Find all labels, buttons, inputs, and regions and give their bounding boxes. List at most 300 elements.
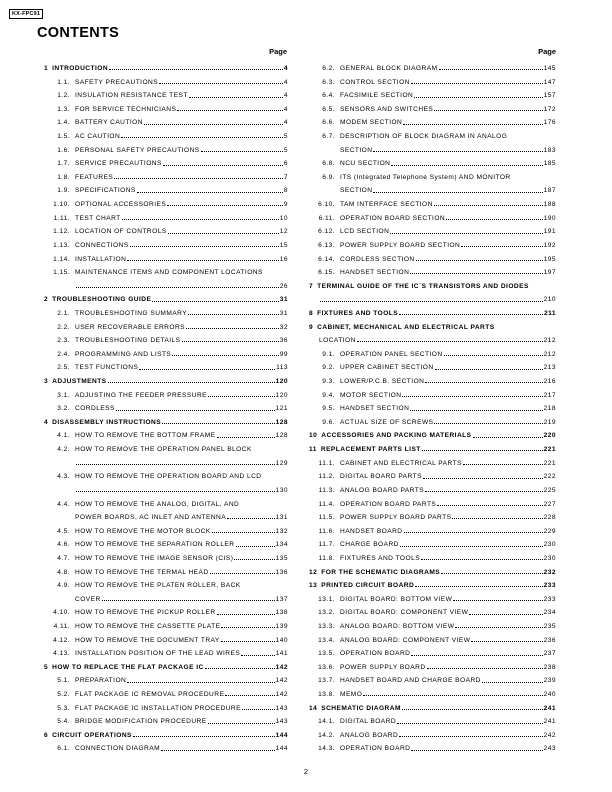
toc-entry-title: INSTALLATION POSITION OF THE LEAD WIRES bbox=[75, 650, 241, 658]
toc-entry-title: USER RECOVERABLE ERRORS bbox=[75, 323, 186, 331]
dot-leader bbox=[121, 137, 283, 138]
toc-entry-number: 9.3. bbox=[322, 378, 335, 386]
toc-entry-page: 232 bbox=[543, 568, 556, 576]
toc-entry-page: 187 bbox=[543, 187, 556, 195]
toc-entry[interactable] bbox=[309, 511, 556, 525]
dot-leader bbox=[435, 369, 543, 370]
toc-entry[interactable] bbox=[44, 674, 288, 688]
toc-entry[interactable] bbox=[309, 293, 556, 307]
toc-entry[interactable] bbox=[309, 239, 556, 253]
toc-entry-number: 1.11. bbox=[53, 214, 70, 222]
toc-entry[interactable] bbox=[44, 307, 288, 321]
toc-entry[interactable] bbox=[309, 579, 556, 593]
toc-entry[interactable] bbox=[309, 184, 556, 198]
toc-entry-page: 121 bbox=[275, 405, 288, 413]
toc-entry-number: 9.1. bbox=[322, 350, 335, 358]
toc-entry-page: 213 bbox=[543, 364, 556, 372]
toc-entry-page: 128 bbox=[275, 418, 288, 426]
dot-leader bbox=[411, 750, 542, 751]
toc-entry[interactable] bbox=[44, 511, 288, 525]
toc-right-column bbox=[309, 62, 556, 756]
toc-entry-page: 195 bbox=[543, 255, 556, 263]
toc-entry-number: 1.7. bbox=[57, 160, 70, 168]
toc-entry-number: 6.15. bbox=[318, 269, 335, 277]
toc-entry-number: 11.7. bbox=[318, 541, 335, 549]
toc-entry-title: FACSIMILE SECTION bbox=[340, 92, 414, 100]
dot-leader bbox=[402, 396, 542, 397]
toc-entry-number: 14.2. bbox=[318, 731, 335, 739]
toc-entry-number: 5.4. bbox=[57, 718, 70, 726]
toc-entry-number: 6.8. bbox=[322, 160, 335, 168]
toc-entry[interactable] bbox=[44, 157, 288, 171]
dot-leader bbox=[446, 219, 543, 220]
dot-leader bbox=[414, 97, 542, 98]
toc-entry-number: 6.2. bbox=[322, 65, 335, 72]
toc-entry-number: 1.10. bbox=[53, 201, 70, 209]
toc-entry-number: 11.8. bbox=[318, 554, 335, 562]
toc-entry[interactable] bbox=[309, 280, 556, 294]
dot-leader bbox=[116, 410, 275, 411]
toc-entry[interactable] bbox=[309, 130, 556, 144]
toc-entry-number: 13.8. bbox=[318, 691, 335, 699]
toc-entry-page: 4 bbox=[283, 78, 288, 86]
toc-entry[interactable] bbox=[44, 348, 288, 362]
toc-entry[interactable] bbox=[44, 634, 288, 648]
toc-entry[interactable] bbox=[309, 144, 556, 158]
dot-leader bbox=[208, 723, 275, 724]
dot-leader bbox=[76, 491, 275, 492]
toc-entry[interactable] bbox=[309, 416, 556, 430]
toc-entry-title: LOWER/P.C.B. SECTION bbox=[340, 378, 425, 386]
toc-entry-page: 5 bbox=[283, 146, 288, 154]
toc-entry-number: 4.1. bbox=[57, 432, 70, 440]
toc-entry-number: 1.5. bbox=[57, 133, 70, 141]
toc-entry-number: 4.4. bbox=[57, 500, 70, 508]
page-number: 2 bbox=[303, 767, 309, 776]
toc-entry-number: 4.10. bbox=[53, 609, 70, 617]
toc-entry[interactable] bbox=[309, 62, 556, 76]
dot-leader bbox=[373, 151, 542, 152]
toc-entry[interactable] bbox=[309, 715, 556, 729]
toc-entry-page: 4 bbox=[283, 92, 288, 100]
toc-entry-number: 4 bbox=[44, 418, 49, 426]
toc-entry[interactable] bbox=[44, 470, 288, 484]
toc-entry-number: 6.14. bbox=[318, 255, 335, 263]
toc-entry-page: 212 bbox=[543, 350, 556, 358]
toc-entry[interactable] bbox=[309, 402, 556, 416]
toc-entry[interactable] bbox=[44, 130, 288, 144]
toc-entry-page: 147 bbox=[543, 78, 556, 86]
toc-entry-title: UPPER CABINET SECTION bbox=[340, 364, 434, 372]
toc-entry-number: 1.14. bbox=[53, 255, 70, 263]
toc-entry-page: 4 bbox=[283, 65, 288, 72]
toc-entry-title: PREPARATION bbox=[75, 677, 127, 685]
toc-entry-number: 2.3. bbox=[57, 337, 70, 345]
toc-entry-page: 135 bbox=[275, 554, 288, 562]
toc-entry[interactable] bbox=[309, 389, 556, 403]
toc-entry-page: 183 bbox=[543, 146, 556, 154]
toc-entry-title: SERVICE PRECAUTIONS bbox=[75, 160, 162, 168]
toc-entry-page: 227 bbox=[543, 500, 556, 508]
toc-entry-title: MOTOR SECTION bbox=[340, 391, 402, 399]
toc-entry[interactable] bbox=[44, 402, 288, 416]
dot-leader bbox=[109, 69, 283, 70]
toc-entry[interactable] bbox=[44, 280, 288, 294]
dot-leader bbox=[425, 382, 542, 383]
toc-entry-title: INTRODUCTION bbox=[52, 65, 109, 72]
toc-entry-title: SPECIFICATIONS bbox=[75, 187, 136, 195]
toc-entry[interactable] bbox=[44, 620, 288, 634]
toc-entry-title: NCU SECTION bbox=[340, 160, 391, 168]
toc-entry-title: DESCRIPTION OF BLOCK DIAGRAM IN ANALOG bbox=[340, 133, 508, 141]
toc-entry[interactable] bbox=[44, 334, 288, 348]
toc-entry-number: 13.3. bbox=[318, 622, 335, 630]
toc-entry-title: TAM INTERFACE SECTION bbox=[340, 201, 433, 209]
toc-entry[interactable] bbox=[44, 361, 288, 375]
toc-entry[interactable] bbox=[309, 647, 556, 661]
toc-entry[interactable] bbox=[309, 348, 556, 362]
toc-entry-page: 15 bbox=[279, 241, 288, 249]
toc-entry-number: 1 bbox=[44, 65, 49, 72]
toc-entry[interactable] bbox=[309, 116, 556, 130]
toc-entry[interactable] bbox=[309, 212, 556, 226]
toc-entry-number: 6.4. bbox=[322, 92, 335, 100]
toc-entry-page: 190 bbox=[543, 214, 556, 222]
dot-leader bbox=[402, 709, 543, 710]
toc-entry-page: 188 bbox=[543, 201, 556, 209]
toc-entry-title: ACCESSORIES AND PACKING MATERIALS bbox=[321, 432, 472, 440]
toc-entry-page: 4 bbox=[283, 119, 288, 127]
toc-entry[interactable] bbox=[309, 702, 556, 716]
dot-leader bbox=[453, 600, 542, 601]
toc-entry-page: 134 bbox=[275, 541, 288, 549]
toc-entry-page: 142 bbox=[275, 691, 288, 699]
toc-entry-number: 4.12. bbox=[53, 636, 70, 644]
toc-entry[interactable] bbox=[44, 593, 288, 607]
dot-leader bbox=[410, 410, 542, 411]
toc-entry-title: HOW TO REPLACE THE FLAT PACKAGE IC bbox=[52, 663, 204, 671]
dot-leader bbox=[208, 396, 275, 397]
dot-leader bbox=[189, 97, 283, 98]
toc-entry-number: 11.3. bbox=[318, 486, 335, 494]
toc-entry-title: POWER SUPPLY BOARD bbox=[340, 663, 426, 671]
toc-entry-title: TROUBLESHOOTING DETAILS bbox=[75, 337, 181, 345]
toc-entry[interactable] bbox=[309, 157, 556, 171]
toc-entry-number: 2.5. bbox=[57, 364, 70, 372]
toc-entry[interactable] bbox=[44, 443, 288, 457]
toc-entry[interactable] bbox=[44, 198, 288, 212]
toc-entry-title: ADJUSTMENTS bbox=[52, 378, 107, 386]
dot-leader bbox=[399, 736, 542, 737]
toc-entry-title: BRIDGE MODIFICATION PROCEDURE bbox=[75, 718, 207, 726]
toc-entry[interactable] bbox=[44, 116, 288, 130]
toc-entry[interactable] bbox=[44, 76, 288, 90]
dot-leader bbox=[434, 423, 542, 424]
toc-entry-page: 144 bbox=[275, 731, 288, 739]
dot-leader bbox=[217, 437, 275, 438]
toc-entry[interactable] bbox=[44, 321, 288, 335]
toc-entry-title: PRINTED CIRCUIT BOARD bbox=[321, 582, 415, 590]
toc-entry[interactable] bbox=[44, 715, 288, 729]
toc-entry-page: 216 bbox=[543, 378, 556, 386]
dot-leader bbox=[400, 546, 543, 547]
toc-entry[interactable] bbox=[44, 253, 288, 267]
toc-entry-title: DIGITAL BOARD bbox=[340, 718, 397, 726]
toc-entry[interactable] bbox=[44, 457, 288, 471]
toc-entry[interactable] bbox=[309, 634, 556, 648]
toc-entry[interactable] bbox=[309, 103, 556, 117]
toc-entry-title: OPTIONAL ACCESSORIES bbox=[75, 201, 167, 209]
toc-entry-number: 1.15. bbox=[53, 269, 70, 277]
toc-entry[interactable] bbox=[309, 361, 556, 375]
toc-entry-title: HOW TO REMOVE THE CASSETTE PLATE bbox=[75, 622, 221, 630]
toc-entry-page: 236 bbox=[543, 636, 556, 644]
toc-entry-title: ANALOG BOARD: COMPONENT VIEW bbox=[340, 636, 471, 644]
toc-entry-number: 9.4. bbox=[322, 391, 335, 399]
toc-entry[interactable] bbox=[309, 620, 556, 634]
toc-entry[interactable] bbox=[309, 225, 556, 239]
toc-entry-page: 234 bbox=[543, 609, 556, 617]
toc-entry-page: 6 bbox=[283, 160, 288, 168]
toc-entry[interactable] bbox=[44, 389, 288, 403]
toc-entry[interactable] bbox=[44, 661, 288, 675]
toc-entry-page: 32 bbox=[279, 323, 288, 331]
toc-entry-title: ACTUAL SIZE OF SCREWS bbox=[340, 418, 434, 426]
toc-entry-title: ANALOG BOARD PARTS bbox=[340, 486, 425, 494]
toc-entry[interactable] bbox=[44, 375, 288, 389]
dot-leader bbox=[415, 586, 542, 587]
toc-entry-number: 11.2. bbox=[318, 473, 335, 481]
toc-entry[interactable] bbox=[309, 729, 556, 743]
toc-entry[interactable] bbox=[44, 212, 288, 226]
toc-entry-page: 233 bbox=[543, 595, 556, 603]
toc-entry-page: 138 bbox=[275, 609, 288, 617]
toc-entry-title: SCHEMATIC DIAGRAM bbox=[321, 704, 401, 712]
toc-entry[interactable] bbox=[44, 606, 288, 620]
toc-entry-number: 4.9. bbox=[57, 582, 70, 590]
toc-entry[interactable] bbox=[309, 457, 556, 471]
toc-entry[interactable] bbox=[309, 742, 556, 756]
toc-entry-title: DIGITAL BOARD: BOTTOM VIEW bbox=[340, 595, 453, 603]
toc-entry-page: 211 bbox=[544, 309, 556, 317]
toc-entry[interactable] bbox=[44, 525, 288, 539]
toc-entry[interactable] bbox=[44, 416, 288, 430]
toc-entry-title: SECTION bbox=[340, 187, 373, 195]
toc-entry-page: 191 bbox=[543, 228, 556, 236]
toc-entry-number: 6.5. bbox=[322, 105, 335, 113]
toc-entry[interactable] bbox=[44, 293, 288, 307]
toc-entry[interactable] bbox=[309, 593, 556, 607]
toc-entry-title: HOW TO REMOVE THE PICKUP ROLLER bbox=[75, 609, 216, 617]
toc-entry[interactable] bbox=[44, 498, 288, 512]
toc-entry-number: 1.6. bbox=[57, 146, 70, 154]
toc-entry[interactable] bbox=[309, 321, 556, 335]
toc-entry[interactable] bbox=[309, 89, 556, 103]
dot-leader bbox=[201, 151, 283, 152]
toc-entry[interactable] bbox=[309, 552, 556, 566]
toc-entry[interactable] bbox=[309, 606, 556, 620]
toc-entry-page: 240 bbox=[543, 691, 556, 699]
toc-entry-number: 5.2. bbox=[57, 691, 70, 699]
toc-entry[interactable] bbox=[309, 253, 556, 267]
toc-entry[interactable] bbox=[44, 484, 288, 498]
dot-leader bbox=[186, 328, 279, 329]
toc-entry-page: 192 bbox=[543, 241, 556, 249]
toc-entry-title: FIXTURES AND TOOLS bbox=[317, 309, 399, 317]
toc-entry[interactable] bbox=[44, 552, 288, 566]
toc-entry[interactable] bbox=[309, 525, 556, 539]
toc-entry[interactable] bbox=[309, 688, 556, 702]
toc-entry-page: 238 bbox=[543, 663, 556, 671]
dot-leader bbox=[225, 695, 274, 696]
dot-leader bbox=[391, 165, 542, 166]
toc-entry[interactable] bbox=[309, 674, 556, 688]
toc-entry-title: ITS (Integrated Telephone System) AND MONITOR bbox=[340, 173, 511, 181]
toc-entry-number: 13.4. bbox=[318, 636, 335, 644]
toc-entry[interactable] bbox=[309, 266, 556, 280]
toc-entry-page: 241 bbox=[543, 704, 556, 712]
toc-entry-title: FLAT PACKAGE IC REMOVAL PROCEDURE bbox=[75, 691, 225, 699]
dot-leader bbox=[455, 627, 542, 628]
toc-entry-number: 2.2. bbox=[57, 323, 70, 331]
toc-entry[interactable] bbox=[44, 225, 288, 239]
toc-entry-number: 13.5. bbox=[318, 650, 335, 658]
toc-entry[interactable] bbox=[309, 566, 556, 580]
toc-entry[interactable] bbox=[44, 429, 288, 443]
toc-entry-page: 128 bbox=[275, 432, 288, 440]
dot-leader bbox=[399, 314, 543, 315]
dot-leader bbox=[152, 301, 278, 302]
model-tag: KX-FPC91 bbox=[9, 9, 43, 19]
toc-entry-number: 13 bbox=[309, 582, 318, 590]
toc-entry[interactable] bbox=[44, 103, 288, 117]
toc-entry-number: 4.3. bbox=[57, 473, 70, 481]
toc-entry-number: 9.6. bbox=[322, 418, 335, 426]
dot-leader bbox=[461, 246, 542, 247]
toc-entry-number: 14 bbox=[309, 704, 318, 712]
toc-entry-title: DIGITAL BOARD PARTS bbox=[340, 473, 422, 481]
toc-entry-title: HOW TO REMOVE THE PLATEN ROLLER, BACK bbox=[75, 582, 241, 590]
toc-entry-title: MAINTENANCE ITEMS AND COMPONENT LOCATIONS bbox=[75, 269, 263, 277]
toc-entry[interactable] bbox=[309, 76, 556, 90]
toc-entry-title: POWER BOARDS, AC INLET AND ANTENNA bbox=[75, 514, 227, 522]
toc-entry-number: 4.8. bbox=[57, 568, 70, 576]
toc-entry-number: 6.1. bbox=[57, 745, 70, 753]
dot-leader bbox=[437, 505, 542, 506]
toc-entry-page: 31 bbox=[279, 296, 288, 304]
toc-entry-title: HANDSET SECTION bbox=[340, 269, 410, 277]
toc-entry[interactable] bbox=[44, 89, 288, 103]
toc-entry[interactable] bbox=[44, 184, 288, 198]
toc-entry-page: 212 bbox=[543, 337, 556, 345]
dot-leader bbox=[471, 641, 542, 642]
dot-leader bbox=[403, 124, 542, 125]
toc-entry-title: FEATURES bbox=[75, 173, 114, 181]
toc-entry-title: HOW TO REMOVE THE OPERATION PANEL BLOCK bbox=[75, 446, 252, 454]
toc-entry-page: 144 bbox=[275, 745, 288, 753]
toc-entry-number: 13.2. bbox=[318, 609, 335, 617]
toc-entry-number: 13.1. bbox=[318, 595, 335, 603]
dot-leader bbox=[422, 450, 543, 451]
dot-leader bbox=[162, 423, 275, 424]
toc-entry[interactable] bbox=[44, 729, 288, 743]
toc-entry[interactable] bbox=[309, 484, 556, 498]
dot-leader bbox=[168, 233, 279, 234]
dot-leader bbox=[236, 546, 275, 547]
toc-entry-page: 120 bbox=[275, 378, 288, 386]
toc-entry-number: 3 bbox=[44, 378, 49, 386]
toc-entry[interactable] bbox=[309, 498, 556, 512]
dot-leader bbox=[452, 518, 542, 519]
toc-entry-title: OPERATION BOARD bbox=[340, 745, 411, 753]
toc-entry[interactable] bbox=[44, 144, 288, 158]
toc-entry-page: 228 bbox=[543, 514, 556, 522]
toc-entry-number: 11.6. bbox=[318, 527, 335, 535]
dot-leader bbox=[122, 219, 279, 220]
toc-entry[interactable] bbox=[44, 538, 288, 552]
toc-entry[interactable] bbox=[309, 307, 556, 321]
toc-entry[interactable] bbox=[309, 171, 556, 185]
dot-leader bbox=[159, 83, 283, 84]
toc-entry[interactable] bbox=[309, 334, 556, 348]
toc-entry[interactable] bbox=[44, 266, 288, 280]
toc-entry-number: 9 bbox=[309, 323, 314, 331]
dot-leader bbox=[108, 382, 275, 383]
dot-leader bbox=[320, 301, 543, 302]
toc-entry[interactable] bbox=[309, 198, 556, 212]
toc-entry[interactable] bbox=[44, 239, 288, 253]
toc-entry-page: 222 bbox=[543, 473, 556, 481]
toc-entry[interactable] bbox=[309, 661, 556, 675]
toc-entry[interactable] bbox=[309, 443, 556, 457]
toc-entry-page: 143 bbox=[275, 704, 288, 712]
dot-leader bbox=[410, 273, 542, 274]
toc-entry[interactable] bbox=[44, 647, 288, 661]
dot-leader bbox=[167, 205, 283, 206]
toc-entry[interactable] bbox=[309, 470, 556, 484]
dot-leader bbox=[133, 736, 275, 737]
toc-entry-number: 6.11. bbox=[318, 214, 335, 222]
toc-entry[interactable] bbox=[44, 742, 288, 756]
toc-entry[interactable] bbox=[309, 538, 556, 552]
toc-entry-page: 16 bbox=[279, 255, 288, 263]
toc-entry-number: 1.8. bbox=[57, 173, 70, 181]
toc-entry[interactable] bbox=[44, 566, 288, 580]
toc-entry-number: 2 bbox=[44, 296, 49, 304]
toc-entry-title: CHARGE BOARD bbox=[340, 541, 399, 549]
toc-entry[interactable] bbox=[44, 579, 288, 593]
toc-entry[interactable] bbox=[309, 429, 556, 443]
toc-entry-title: POWER SUPPLY BOARD SECTION bbox=[340, 241, 461, 249]
toc-entry-title: OPERATION BOARD SECTION bbox=[340, 214, 446, 222]
dot-leader bbox=[469, 614, 542, 615]
toc-entry-title: GENERAL BLOCK DIAGRAM bbox=[340, 65, 438, 72]
toc-entry-page: 176 bbox=[543, 119, 556, 127]
toc-entry-page: 210 bbox=[543, 296, 556, 304]
dot-leader bbox=[127, 682, 274, 683]
dot-leader bbox=[137, 192, 283, 193]
dot-leader bbox=[411, 83, 543, 84]
toc-entry[interactable] bbox=[44, 688, 288, 702]
toc-entry[interactable] bbox=[309, 375, 556, 389]
toc-entry[interactable] bbox=[44, 62, 288, 76]
toc-entry-page: 7 bbox=[283, 173, 288, 181]
toc-entry-number: 1.12. bbox=[53, 228, 70, 236]
dot-leader bbox=[177, 110, 283, 111]
toc-entry[interactable] bbox=[44, 171, 288, 185]
toc-entry[interactable] bbox=[44, 702, 288, 716]
toc-entry-number: 1.9. bbox=[57, 187, 70, 195]
